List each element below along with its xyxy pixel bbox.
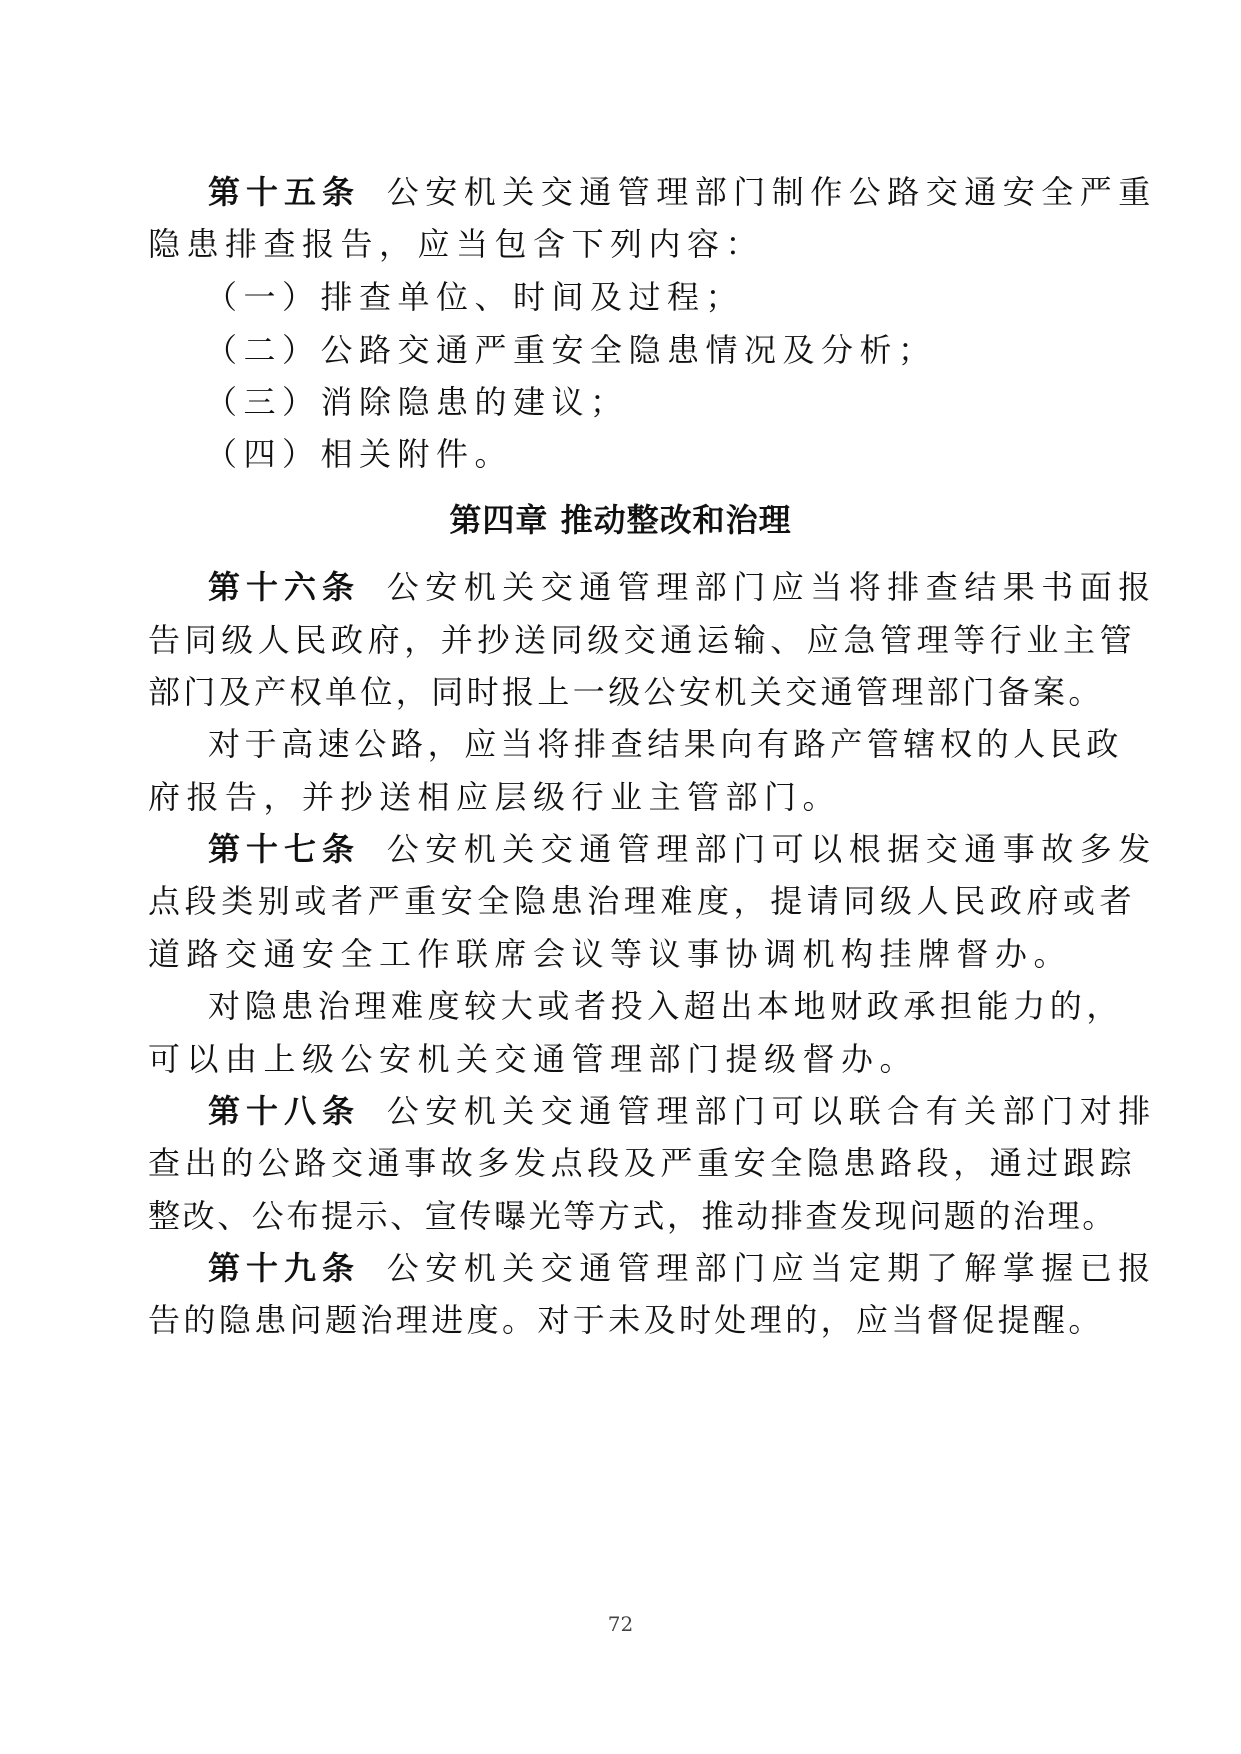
chapter-4-title: 第四章 推动整改和治理 — [449, 501, 792, 539]
article-17-heading: 第十七条 — [208, 830, 361, 868]
article-17-para-2-line-1: 对隐患治理难度较大或者投入超出本地财政承担能力的， — [208, 987, 1124, 1025]
article-17-line-1 — [208, 829, 1157, 869]
article-18-heading: 第十八条 — [208, 1092, 361, 1130]
article-16-heading: 第十六条 — [208, 568, 361, 606]
article-15-item-2: （二）公路交通严重安全隐患情况及分析； — [205, 331, 937, 369]
article-17-para-2-line-2: 可以由上级公安机关交通管理部门提级督办。 — [148, 1040, 919, 1078]
article-16-para-2-line-1: 对于高速公路，应当将排查结果向有路产管辖权的人民政 — [208, 725, 1124, 763]
article-18-text-1: 公安机关交通管理部门可以联合有关部门对排 — [386, 1092, 1157, 1130]
page-number: 72 — [607, 1612, 634, 1636]
article-17-line-2: 点段类别或者严重安全隐患治理难度，提请同级人民政府或者 — [148, 882, 1137, 920]
article-16-line-2: 告同级人民政府，并抄送同级交通运输、应急管理等行业主管 — [148, 621, 1137, 659]
article-19-text-1: 公安机关交通管理部门应当定期了解掌握已报 — [386, 1249, 1157, 1287]
article-15-item-4: （四）相关附件。 — [205, 435, 514, 473]
article-15-heading: 第十五条 — [208, 173, 361, 211]
article-15-line-2: 隐患排查报告，应当包含下列内容： — [148, 225, 765, 263]
article-18-line-2: 查出的公路交通事故多发点段及严重安全隐患路段，通过跟踪 — [148, 1144, 1137, 1182]
article-15-item-3: （三）消除隐患的建议； — [205, 383, 629, 421]
article-19-line-1 — [208, 1248, 1157, 1288]
article-17-text-1: 公安机关交通管理部门可以根据交通事故多发 — [386, 830, 1157, 868]
article-18-line-3: 整改、公布提示、宣传曝光等方式，推动排查发现问题的治理。 — [148, 1197, 1117, 1235]
article-16-line-1 — [208, 567, 1157, 607]
article-16-text-1: 公安机关交通管理部门应当将排查结果书面报 — [386, 568, 1157, 606]
article-19-heading: 第十九条 — [208, 1249, 361, 1287]
article-15-line-1 — [208, 172, 1157, 212]
article-16-para-2-line-2: 府报告，并抄送相应层级行业主管部门。 — [148, 778, 842, 816]
article-15-item-1: （一）排查单位、时间及过程； — [205, 278, 745, 316]
article-19-line-2: 告的隐患问题治理进度。对于未及时处理的，应当督促提醒。 — [148, 1301, 1104, 1339]
article-17-line-3: 道路交通安全工作联席会议等议事协调机构挂牌督办。 — [148, 935, 1073, 973]
article-16-line-3: 部门及产权单位，同时报上一级公安机关交通管理部门备案。 — [148, 673, 1104, 711]
article-15-text-1: 公安机关交通管理部门制作公路交通安全严重 — [386, 173, 1157, 211]
article-18-line-1 — [208, 1091, 1157, 1131]
